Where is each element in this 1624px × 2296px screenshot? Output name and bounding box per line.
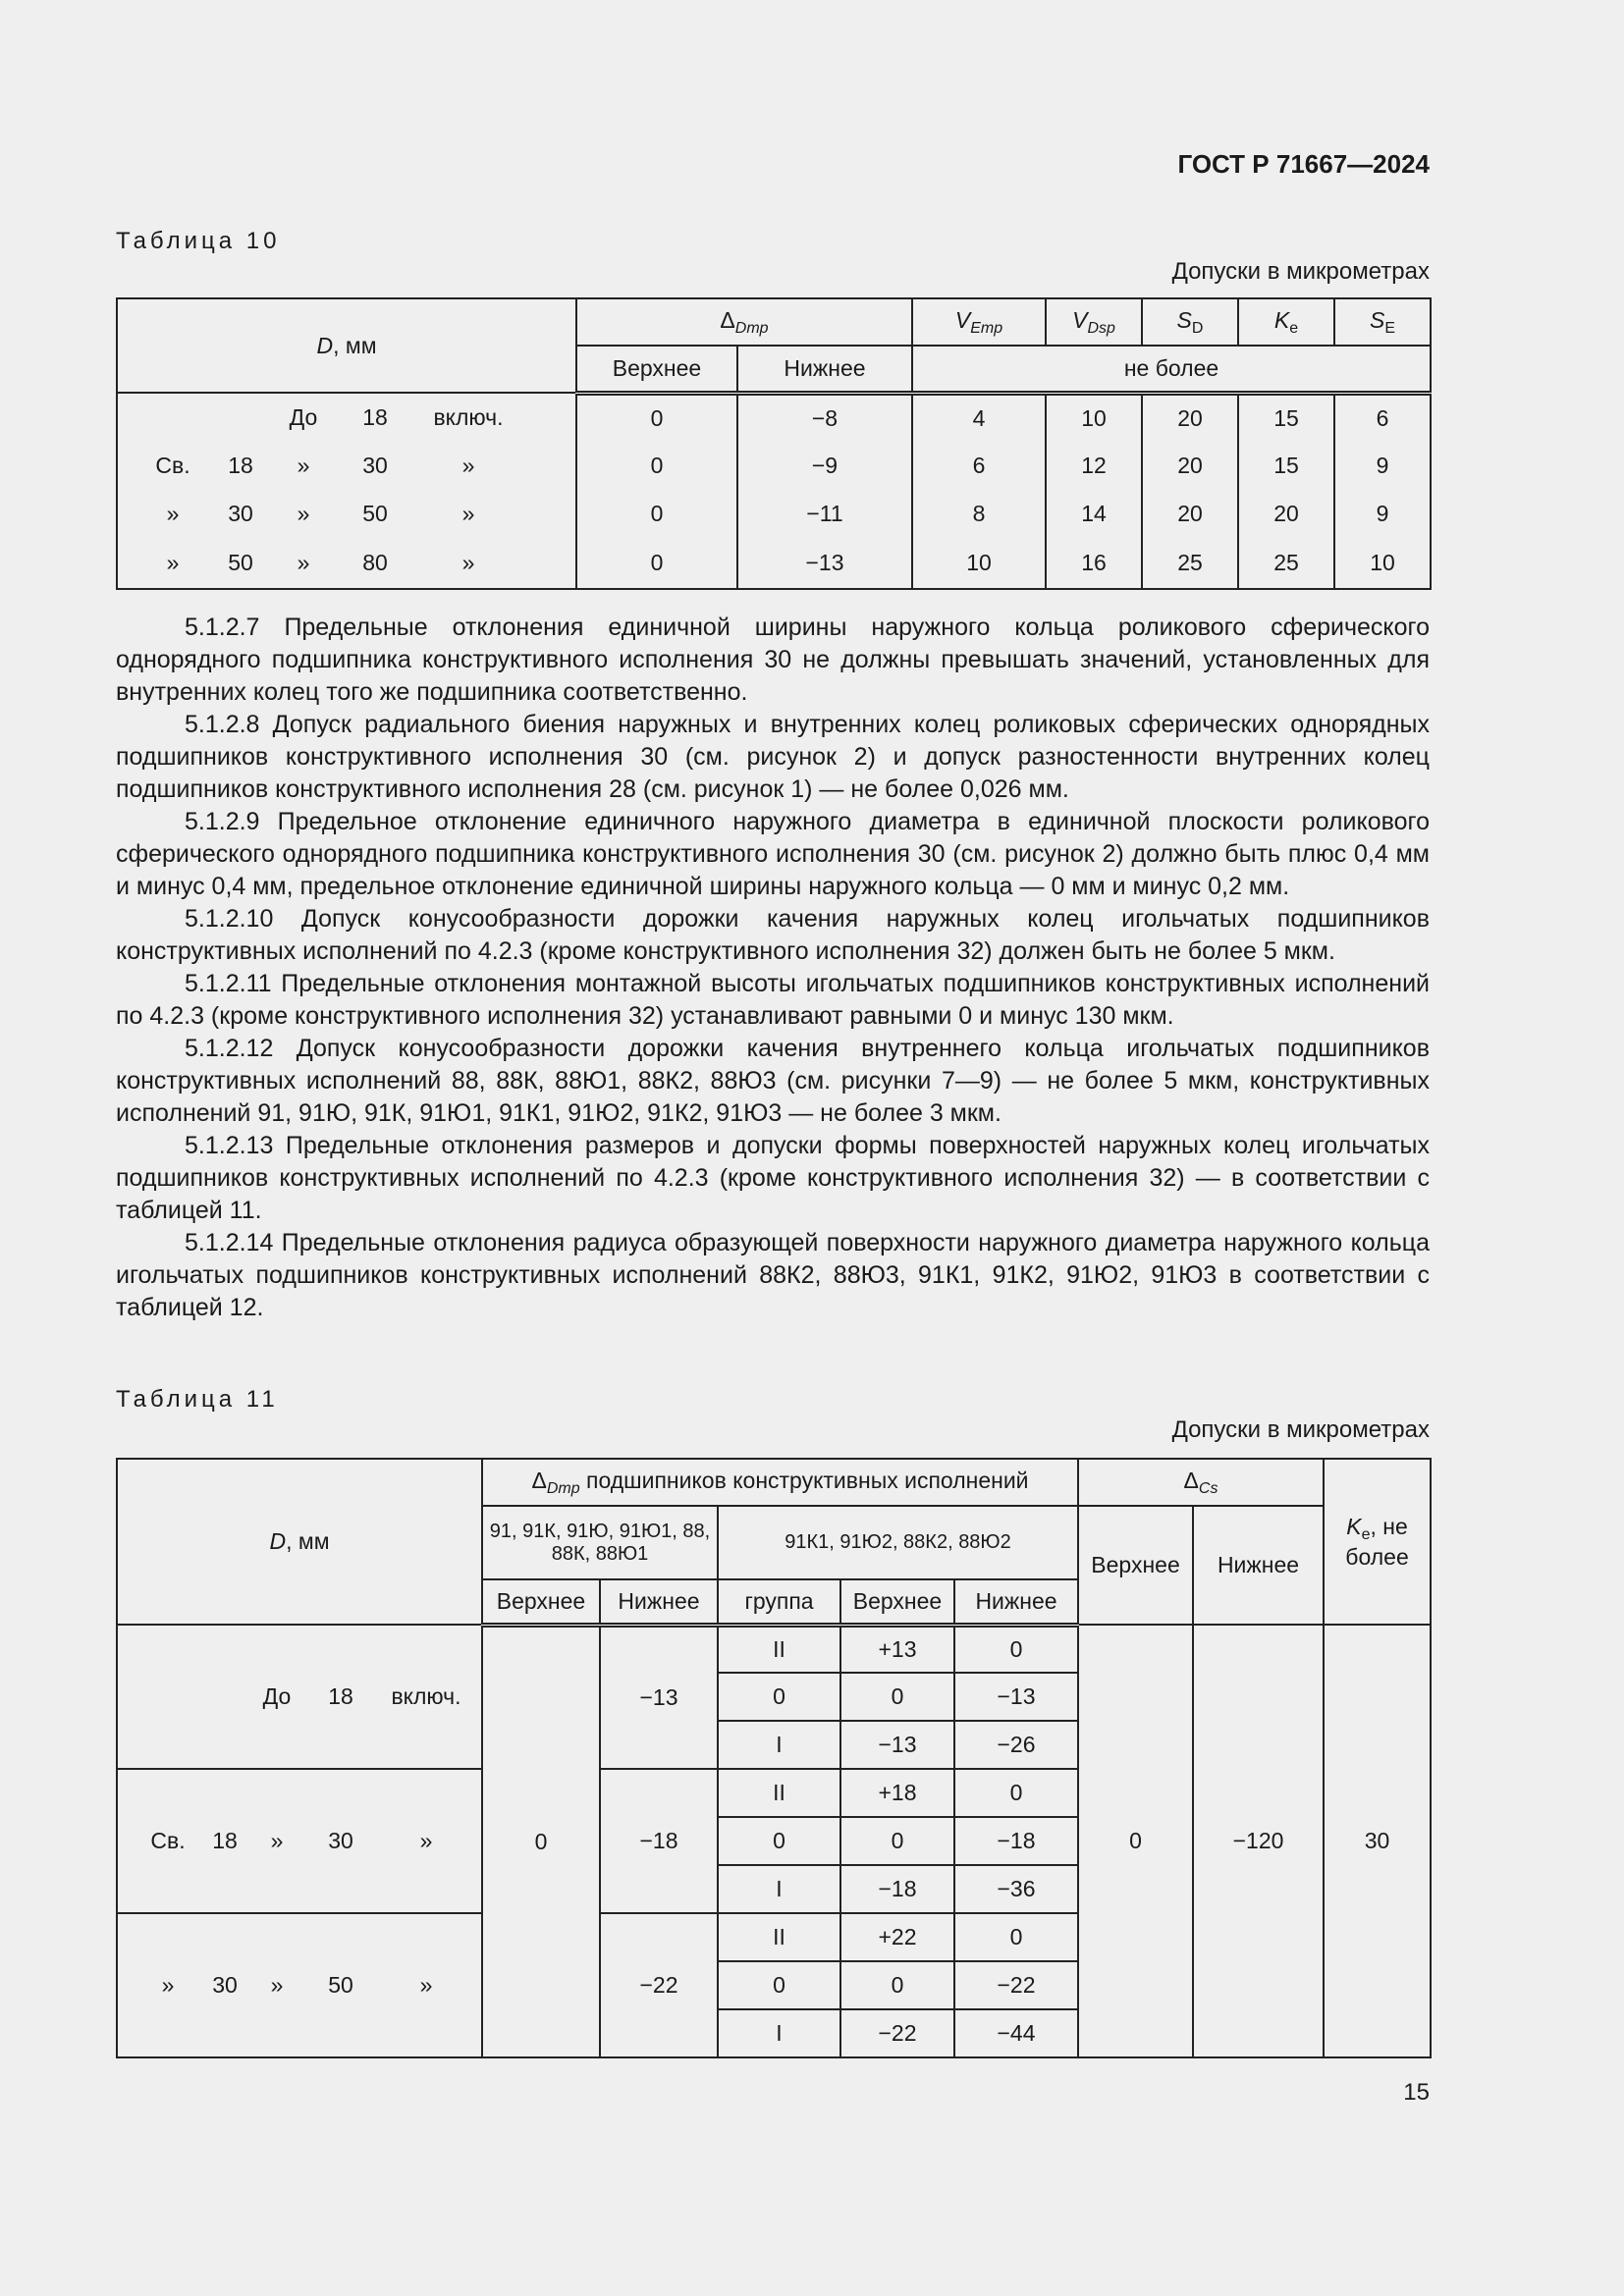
t10-v-dsp-header: $V_{Dsp}$ xyxy=(1046,298,1142,346)
t11-b-lower: 0 xyxy=(954,1913,1078,1961)
t11-b-lower: −26 xyxy=(954,1721,1078,1769)
t11-group: I xyxy=(718,1721,840,1769)
t10-lower: −11 xyxy=(737,490,912,538)
t10-upper: 0 xyxy=(576,393,737,442)
table-row xyxy=(117,490,1431,538)
table-10-units: Допуски в микрометрах xyxy=(1171,258,1430,285)
t10-v-emp: 8 xyxy=(912,490,1046,538)
t11-delta-cs-header: $\Delta_{Cs}$ xyxy=(1078,1459,1324,1506)
t11-cs-lower: −120 xyxy=(1193,1625,1324,2057)
t11-b-upper: 0 xyxy=(840,1961,954,2009)
t11-cs-lower-header: Нижнее xyxy=(1193,1506,1324,1625)
t11-b-upper: −18 xyxy=(840,1865,954,1913)
t10-ke-header: $K_e$ xyxy=(1238,298,1334,346)
t10-lower: −13 xyxy=(737,538,912,589)
t11-a-lower: −13 xyxy=(600,1625,718,1769)
t10-delta-dmp-header: $\Delta_{Dmp}$ xyxy=(576,298,912,346)
table-11-units: Допуски в микрометрах xyxy=(1171,1416,1430,1443)
t11-d-header: D, мм xyxy=(117,1459,482,1625)
t11-group: 0 xyxy=(718,1961,840,2009)
t11-a-upper-header: Верхнее xyxy=(482,1579,600,1625)
t11-b-lower: 0 xyxy=(954,1769,1078,1817)
t11-d-range: Св. 18 » 30 » xyxy=(117,1769,482,1913)
t10-sd: 25 xyxy=(1142,538,1238,589)
t11-a-lower: −22 xyxy=(600,1913,718,2057)
t11-group-a-header: 91, 91К, 91Ю, 91Ю1, 88, 88К, 88Ю1 xyxy=(482,1506,718,1579)
table-row xyxy=(117,538,1431,589)
t10-v-emp: 6 xyxy=(912,442,1046,490)
table-row xyxy=(117,1625,1431,1673)
t10-se-header: $S_E$ xyxy=(1334,298,1431,346)
t11-group: II xyxy=(718,1625,840,1673)
t11-group-header: группа xyxy=(718,1579,840,1625)
t11-ke: 30 xyxy=(1324,1625,1431,2057)
paragraph-5-1-2-13: 5.1.2.13 Предельные отклонения размеров и допуски формы поверхностей наружных колец игольчатых подшипников конструктивных исполнений по 4.2.3 (кроме конструктивного исполнения 32) — в соответствии с таблицей 11. xyxy=(116,1132,1430,1224)
t10-upper: 0 xyxy=(576,538,737,589)
t11-ke-header: $K_e$, не более xyxy=(1324,1459,1431,1625)
t11-cs-upper-header: Верхнее xyxy=(1078,1506,1193,1625)
body-text xyxy=(116,612,1430,1324)
t10-d-range: » 50 » 80 » xyxy=(117,538,576,589)
t10-se: 10 xyxy=(1334,538,1431,589)
t11-group-b-header: 91К1, 91Ю2, 88К2, 88Ю2 xyxy=(718,1506,1078,1579)
table-row xyxy=(117,393,1431,442)
t11-b-lower: −18 xyxy=(954,1817,1078,1865)
t10-upper-header: Верхнее xyxy=(576,346,737,393)
t11-b-upper: +22 xyxy=(840,1913,954,1961)
t11-a-lower-header: Нижнее xyxy=(600,1579,718,1625)
t11-b-upper: −22 xyxy=(840,2009,954,2057)
t10-v-dsp: 10 xyxy=(1046,393,1142,442)
t10-v-dsp: 14 xyxy=(1046,490,1142,538)
t10-d-range: » 30 » 50 » xyxy=(117,490,576,538)
t11-group: 0 xyxy=(718,1817,840,1865)
t10-ke: 25 xyxy=(1238,538,1334,589)
t10-d-header: D, мм xyxy=(117,298,576,393)
table-10 xyxy=(116,297,1432,590)
paragraph-5-1-2-12: 5.1.2.12 Допуск конусообразности дорожки качения внутреннего кольца игольчатых подшипников конструктивных исполнений 88, 88К, 88Ю1, 88К2, 88Ю3 (см. рисунки 7—9) — не более 5 мкм, конструктивных исполнений 91, 91Ю, 91К, 91Ю1, 91К1, 91Ю2, 91К2, 91Ю3 — не более 3 мкм. xyxy=(116,1035,1430,1127)
t11-delta-dmp-header: $\Delta_{Dmp}$ подшипников конструктивных исполнений xyxy=(482,1459,1078,1506)
t11-b-lower: −13 xyxy=(954,1673,1078,1721)
page-number: 15 xyxy=(1403,2079,1430,2106)
t10-v-emp: 4 xyxy=(912,393,1046,442)
t11-b-lower-header: Нижнее xyxy=(954,1579,1078,1625)
paragraph-5-1-2-14: 5.1.2.14 Предельные отклонения радиуса образующей поверхности наружного диаметра наружного кольца игольчатых подшипников конструктивных исполнений 88К2, 88Ю3, 91К1, 91К2, 91Ю2, 91Ю3 в соответствии с таблицей 12. xyxy=(116,1229,1430,1321)
t10-lower: −8 xyxy=(737,393,912,442)
t10-ke: 15 xyxy=(1238,393,1334,442)
t11-group: II xyxy=(718,1769,840,1817)
t10-lower-header: Нижнее xyxy=(737,346,912,393)
t10-se: 9 xyxy=(1334,490,1431,538)
t11-b-upper: −13 xyxy=(840,1721,954,1769)
t11-group: I xyxy=(718,1865,840,1913)
paragraph-5-1-2-11: 5.1.2.11 Предельные отклонения монтажной высоты игольчатых подшипников конструктивных исполнений по 4.2.3 (кроме конструктивного исполнения 32) устанавливают равными 0 и минус 130 мкм. xyxy=(116,970,1430,1030)
paragraph-5-1-2-8: 5.1.2.8 Допуск радиального биения наружных и внутренних колец роликовых сферических однорядных подшипников конструктивного исполнения 30 (см. рисунок 2) и допуск разностенности внутренних колец подшипников конструктивного исполнения 28 (см. рисунок 1) — не более 0,026 мм. xyxy=(116,711,1430,803)
t11-b-lower: −44 xyxy=(954,2009,1078,2057)
t10-ke: 15 xyxy=(1238,442,1334,490)
t11-b-upper-header: Верхнее xyxy=(840,1579,954,1625)
t11-a-lower: −18 xyxy=(600,1769,718,1913)
t11-group: 0 xyxy=(718,1673,840,1721)
t10-d-range: До 18 включ. xyxy=(117,393,576,442)
t10-sd: 20 xyxy=(1142,393,1238,442)
t11-cs-upper: 0 xyxy=(1078,1625,1193,2057)
t11-b-upper: 0 xyxy=(840,1673,954,1721)
t11-a-upper: 0 xyxy=(482,1625,600,2057)
t10-v-emp-header: $V_{Emp}$ xyxy=(912,298,1046,346)
t10-upper: 0 xyxy=(576,490,737,538)
table-row xyxy=(117,442,1431,490)
document-id: ГОСТ Р 71667—2024 xyxy=(1177,149,1430,179)
t10-ke: 20 xyxy=(1238,490,1334,538)
t11-b-upper: +13 xyxy=(840,1625,954,1673)
t11-b-upper: 0 xyxy=(840,1817,954,1865)
t11-group: II xyxy=(718,1913,840,1961)
t11-b-lower: 0 xyxy=(954,1625,1078,1673)
t11-b-lower: −36 xyxy=(954,1865,1078,1913)
t10-sd: 20 xyxy=(1142,442,1238,490)
t11-d-range: » 30 » 50 » xyxy=(117,1913,482,2057)
t10-lower: −9 xyxy=(737,442,912,490)
t10-v-dsp: 12 xyxy=(1046,442,1142,490)
paragraph-5-1-2-9: 5.1.2.9 Предельное отклонение единичного наружного диаметра в единичной плоскости роликового сферического однорядного подшипника конструктивного исполнения 30 (см. рисунок 2) должно быть плюс 0,4 мм и минус 0,4 мм, предельное отклонение единичной ширины наружного кольца — 0 мм и минус 0,2 мм. xyxy=(116,808,1430,900)
t10-upper: 0 xyxy=(576,442,737,490)
t10-d-range: Св. 18 » 30 » xyxy=(117,442,576,490)
t10-v-emp: 10 xyxy=(912,538,1046,589)
t10-se: 6 xyxy=(1334,393,1431,442)
t10-se: 9 xyxy=(1334,442,1431,490)
table-11 xyxy=(116,1458,1432,2058)
t10-v-dsp: 16 xyxy=(1046,538,1142,589)
t11-b-upper: +18 xyxy=(840,1769,954,1817)
t11-d-range: До 18 включ. xyxy=(117,1625,482,1769)
table-11-caption: Таблица 11 xyxy=(116,1386,279,1413)
t11-group: I xyxy=(718,2009,840,2057)
paragraph-5-1-2-7: 5.1.2.7 Предельные отклонения единичной ширины наружного кольца роликового сферического однорядного подшипника конструктивного исполнения 30 не должны превышать значений, установленных для внутренних колец того же подшипника соответственно. xyxy=(116,614,1430,706)
t10-not-more-header: не более xyxy=(912,346,1431,393)
paragraph-5-1-2-10: 5.1.2.10 Допуск конусообразности дорожки качения наружных колец игольчатых подшипников конструктивных исполнений по 4.2.3 (кроме конструктивного исполнения 32) должен быть не более 5 мкм. xyxy=(116,905,1430,965)
t10-sd-header: $S_D$ xyxy=(1142,298,1238,346)
table-10-caption: Таблица 10 xyxy=(116,228,281,254)
t10-sd: 20 xyxy=(1142,490,1238,538)
t11-b-lower: −22 xyxy=(954,1961,1078,2009)
